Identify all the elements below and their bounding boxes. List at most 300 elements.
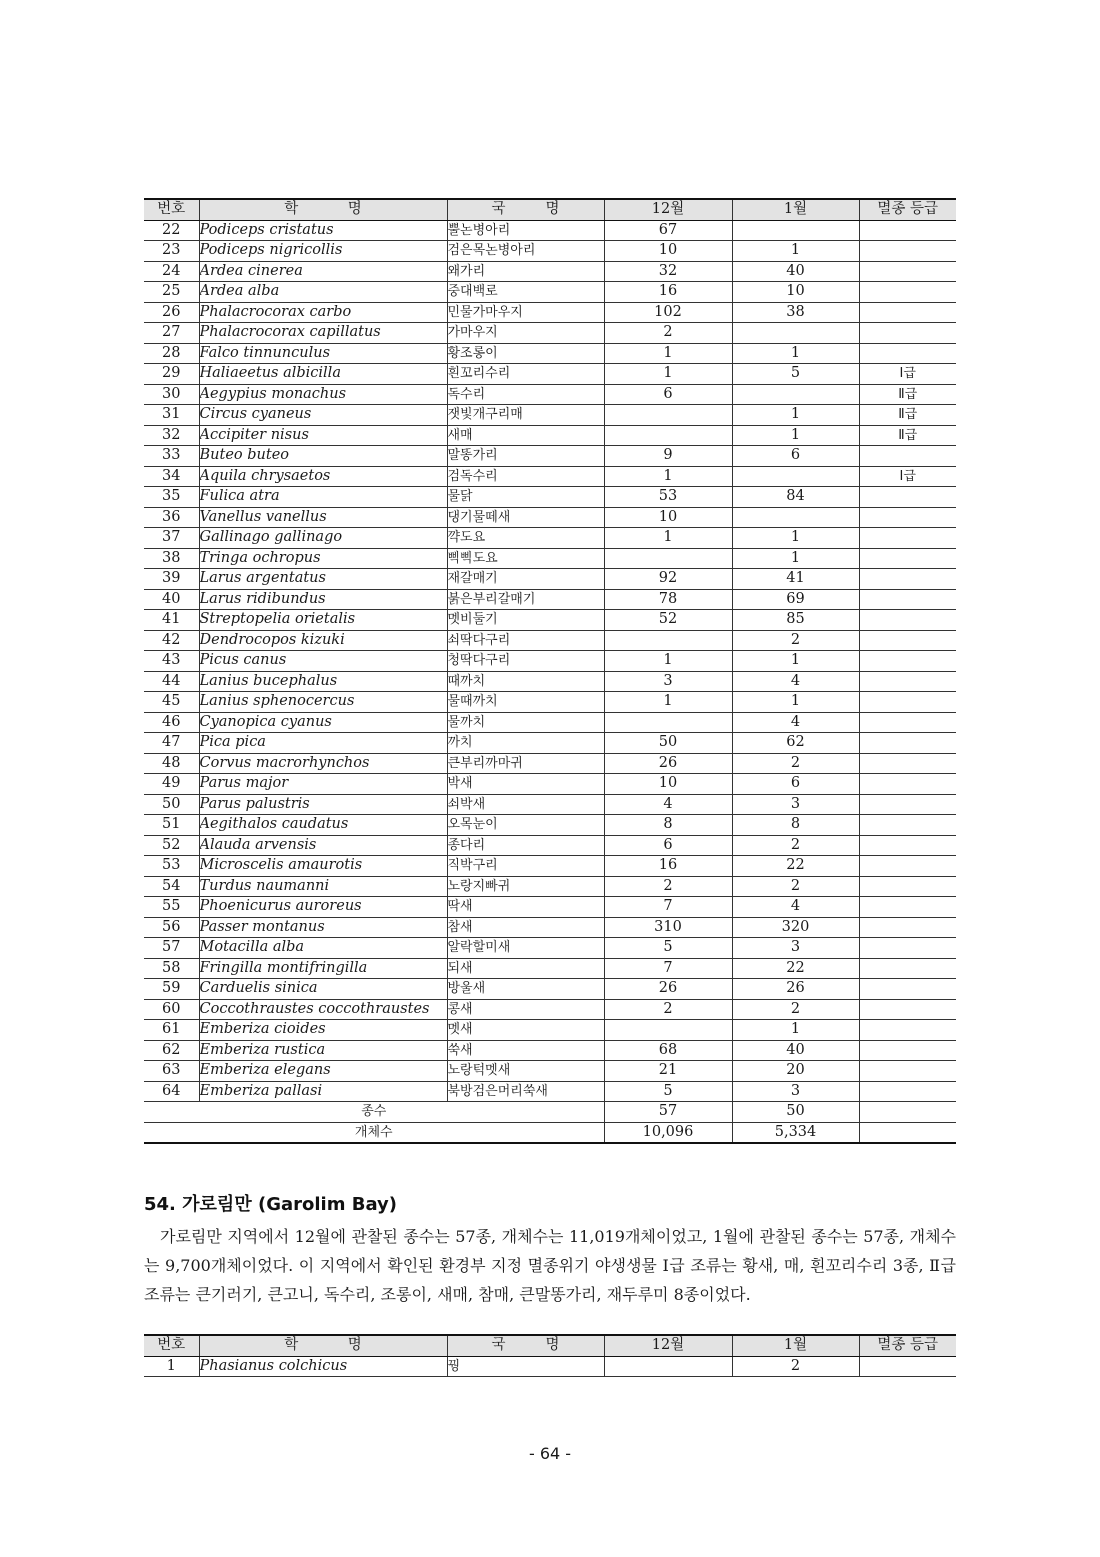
cell-scientific-name: Circus cyaneus [199, 405, 447, 426]
cell-grade: Ⅱ급 [859, 425, 956, 446]
cell-korean-name: 청딱다구리 [447, 651, 604, 672]
cell-december: 50 [604, 733, 732, 754]
cell-december: 1 [604, 364, 732, 385]
cell-scientific-name: Pica pica [199, 733, 447, 754]
cell-grade [859, 1061, 956, 1082]
header-korean-name: 국 명 [447, 199, 604, 220]
cell-december: 1 [604, 343, 732, 364]
cell-no: 61 [144, 1020, 199, 1041]
header-december: 12월 [604, 199, 732, 220]
cell-december: 2 [604, 876, 732, 897]
cell-scientific-name: Emberiza cioides [199, 1020, 447, 1041]
header-no: 번호 [144, 199, 199, 220]
cell-december [604, 630, 732, 651]
cell-january: 3 [732, 1081, 859, 1102]
cell-grade [859, 753, 956, 774]
cell-no: 29 [144, 364, 199, 385]
cell-korean-name: 종다리 [447, 835, 604, 856]
table-row [144, 241, 956, 262]
cell-january: 41 [732, 569, 859, 590]
cell-grade [859, 589, 956, 610]
cell-scientific-name: Falco tinnunculus [199, 343, 447, 364]
cell-december: 26 [604, 753, 732, 774]
cell-december: 9 [604, 446, 732, 467]
cell-january: 1 [732, 343, 859, 364]
header-january: 1월 [732, 199, 859, 220]
cell-scientific-name: Buteo buteo [199, 446, 447, 467]
cell-january [732, 384, 859, 405]
cell-january: 2 [732, 753, 859, 774]
cell-grade: Ⅰ급 [859, 364, 956, 385]
cell-january: 38 [732, 302, 859, 323]
cell-no: 41 [144, 610, 199, 631]
cell-scientific-name: Accipiter nisus [199, 425, 447, 446]
cell-december: 21 [604, 1061, 732, 1082]
cell-grade [859, 815, 956, 836]
cell-december [604, 405, 732, 426]
cell-no: 57 [144, 938, 199, 959]
cell-january: 6 [732, 774, 859, 795]
cell-december: 67 [604, 220, 732, 241]
cell-scientific-name: Streptopelia orietalis [199, 610, 447, 631]
cell-korean-name: 잿빛개구리매 [447, 405, 604, 426]
cell-scientific-name: Vanellus vanellus [199, 507, 447, 528]
cell-scientific-name: Turdus naumanni [199, 876, 447, 897]
cell-december: 10 [604, 774, 732, 795]
table-row [144, 1020, 956, 1041]
table-row [144, 548, 956, 569]
cell-scientific-name: Larus ridibundus [199, 589, 447, 610]
cell-scientific-name: Phalacrocorax capillatus [199, 323, 447, 344]
table-row [144, 569, 956, 590]
cell-grade [859, 712, 956, 733]
cell-grade [859, 897, 956, 918]
cell-january: 5 [732, 364, 859, 385]
cell-grade [859, 548, 956, 569]
header-no: 번호 [144, 1335, 199, 1356]
cell-december: 2 [604, 323, 732, 344]
cell-korean-name: 큰부리까마귀 [447, 753, 604, 774]
cell-january: 8 [732, 815, 859, 836]
cell-korean-name: 북방검은머리쑥새 [447, 1081, 604, 1102]
table-row [144, 220, 956, 241]
cell-grade [859, 1040, 956, 1061]
cell-grade [859, 323, 956, 344]
cell-january: 2 [732, 876, 859, 897]
cell-korean-name: 참새 [447, 917, 604, 938]
cell-january: 2 [732, 630, 859, 651]
cell-scientific-name: Lanius sphenocercus [199, 692, 447, 713]
table-row [144, 630, 956, 651]
cell-december: 1 [604, 528, 732, 549]
cell-january: 22 [732, 958, 859, 979]
total-january-species: 50 [732, 1102, 859, 1123]
total-row-species [144, 1102, 956, 1123]
species-table-2 [144, 1334, 956, 1377]
cell-grade [859, 671, 956, 692]
species-table [144, 198, 956, 1144]
cell-january: 3 [732, 794, 859, 815]
table-row [144, 692, 956, 713]
cell-grade [859, 651, 956, 672]
cell-scientific-name: Microscelis amaurotis [199, 856, 447, 877]
cell-scientific-name: Aquila chrysaetos [199, 466, 447, 487]
cell-korean-name: 붉은부리갈매기 [447, 589, 604, 610]
table-row [144, 384, 956, 405]
cell-grade [859, 999, 956, 1020]
cell-december: 10 [604, 241, 732, 262]
cell-korean-name: 꺅도요 [447, 528, 604, 549]
cell-december: 10 [604, 507, 732, 528]
cell-no: 35 [144, 487, 199, 508]
cell-december [604, 1020, 732, 1041]
header-korean-name: 국 명 [447, 1335, 604, 1356]
cell-december: 1 [604, 466, 732, 487]
table-row [144, 302, 956, 323]
cell-no: 38 [144, 548, 199, 569]
cell-korean-name: 중대백로 [447, 282, 604, 303]
table-row [144, 364, 956, 385]
cell-korean-name: 멧비둘기 [447, 610, 604, 631]
table-row [144, 815, 956, 836]
cell-january: 2 [732, 999, 859, 1020]
cell-grade: Ⅱ급 [859, 384, 956, 405]
cell-scientific-name: Passer montanus [199, 917, 447, 938]
cell-december: 52 [604, 610, 732, 631]
table-row [144, 979, 956, 1000]
table-row [144, 282, 956, 303]
cell-korean-name: 왜가리 [447, 261, 604, 282]
cell-korean-name: 되새 [447, 958, 604, 979]
cell-scientific-name: Phalacrocorax carbo [199, 302, 447, 323]
header-december: 12월 [604, 1335, 732, 1356]
cell-no: 54 [144, 876, 199, 897]
cell-grade [859, 692, 956, 713]
cell-korean-name: 물때까치 [447, 692, 604, 713]
cell-january [732, 466, 859, 487]
cell-no: 43 [144, 651, 199, 672]
table-row [144, 425, 956, 446]
cell-no: 22 [144, 220, 199, 241]
cell-korean-name: 알락할미새 [447, 938, 604, 959]
cell-grade [859, 343, 956, 364]
cell-scientific-name: Motacilla alba [199, 938, 447, 959]
cell-december: 6 [604, 835, 732, 856]
cell-january: 1 [732, 692, 859, 713]
cell-december: 32 [604, 261, 732, 282]
cell-january: 1 [732, 548, 859, 569]
cell-scientific-name: Emberiza pallasi [199, 1081, 447, 1102]
cell-january: 10 [732, 282, 859, 303]
cell-no: 60 [144, 999, 199, 1020]
cell-korean-name: 박새 [447, 774, 604, 795]
cell-no: 53 [144, 856, 199, 877]
cell-december: 5 [604, 938, 732, 959]
cell-no: 25 [144, 282, 199, 303]
cell-january [732, 323, 859, 344]
cell-january: 320 [732, 917, 859, 938]
cell-korean-name: 새매 [447, 425, 604, 446]
cell-scientific-name: Phasianus colchicus [199, 1356, 447, 1377]
total-grade-species [859, 1102, 956, 1123]
cell-no: 45 [144, 692, 199, 713]
cell-december [604, 712, 732, 733]
table-row [144, 733, 956, 754]
cell-grade [859, 733, 956, 754]
cell-korean-name: 콩새 [447, 999, 604, 1020]
table-row [144, 261, 956, 282]
cell-no: 56 [144, 917, 199, 938]
cell-korean-name: 댕기물떼새 [447, 507, 604, 528]
cell-december [604, 425, 732, 446]
cell-korean-name: 말똥가리 [447, 446, 604, 467]
table-row [144, 712, 956, 733]
cell-december: 92 [604, 569, 732, 590]
cell-december [604, 1356, 732, 1377]
total-label-species: 종수 [144, 1102, 604, 1123]
cell-korean-name: 딱새 [447, 897, 604, 918]
cell-scientific-name: Emberiza elegans [199, 1061, 447, 1082]
cell-grade [859, 241, 956, 262]
cell-scientific-name: Cyanopica cyanus [199, 712, 447, 733]
cell-grade [859, 856, 956, 877]
cell-january: 1 [732, 425, 859, 446]
cell-grade [859, 630, 956, 651]
cell-no: 39 [144, 569, 199, 590]
cell-january: 1 [732, 405, 859, 426]
table-row [144, 794, 956, 815]
section-title: 54. 가로림만 (Garolim Bay) [144, 1194, 397, 1215]
cell-no: 1 [144, 1356, 199, 1377]
cell-korean-name: 노랑턱멧새 [447, 1061, 604, 1082]
cell-january: 69 [732, 589, 859, 610]
table-row [144, 610, 956, 631]
cell-no: 64 [144, 1081, 199, 1102]
cell-no: 58 [144, 958, 199, 979]
cell-korean-name: 멧새 [447, 1020, 604, 1041]
total-january-count: 5,334 [732, 1122, 859, 1143]
cell-no: 34 [144, 466, 199, 487]
cell-grade [859, 917, 956, 938]
cell-grade [859, 220, 956, 241]
cell-scientific-name: Emberiza rustica [199, 1040, 447, 1061]
cell-december: 4 [604, 794, 732, 815]
cell-january: 1 [732, 241, 859, 262]
cell-january: 6 [732, 446, 859, 467]
header-grade: 멸종 등급 [859, 199, 956, 220]
cell-no: 42 [144, 630, 199, 651]
cell-january: 26 [732, 979, 859, 1000]
cell-january: 4 [732, 712, 859, 733]
cell-no: 46 [144, 712, 199, 733]
total-grade-count [859, 1122, 956, 1143]
cell-no: 44 [144, 671, 199, 692]
cell-scientific-name: Dendrocopos kizuki [199, 630, 447, 651]
cell-january: 85 [732, 610, 859, 631]
cell-grade [859, 446, 956, 467]
cell-scientific-name: Carduelis sinica [199, 979, 447, 1000]
table-row [144, 323, 956, 344]
cell-january: 40 [732, 1040, 859, 1061]
cell-no: 23 [144, 241, 199, 262]
header-scientific-name: 학 명 [199, 199, 447, 220]
table-row [144, 917, 956, 938]
cell-january: 4 [732, 671, 859, 692]
table-row [144, 343, 956, 364]
cell-no: 49 [144, 774, 199, 795]
cell-korean-name: 방울새 [447, 979, 604, 1000]
table-row [144, 651, 956, 672]
cell-grade [859, 774, 956, 795]
cell-korean-name: 삑삑도요 [447, 548, 604, 569]
table-row [144, 856, 956, 877]
cell-korean-name: 직박구리 [447, 856, 604, 877]
cell-grade [859, 1020, 956, 1041]
cell-january: 62 [732, 733, 859, 754]
table-row [144, 528, 956, 549]
cell-korean-name: 쑥새 [447, 1040, 604, 1061]
cell-grade [859, 794, 956, 815]
table-header-row [144, 1335, 956, 1356]
cell-december: 3 [604, 671, 732, 692]
cell-december [604, 548, 732, 569]
cell-no: 37 [144, 528, 199, 549]
cell-scientific-name: Phoenicurus auroreus [199, 897, 447, 918]
table-row [144, 405, 956, 426]
cell-korean-name: 물닭 [447, 487, 604, 508]
table-row [144, 1040, 956, 1061]
header-scientific-name: 학 명 [199, 1335, 447, 1356]
cell-korean-name: 물까치 [447, 712, 604, 733]
cell-january: 1 [732, 1020, 859, 1041]
table-row [144, 671, 956, 692]
cell-korean-name: 쇠딱다구리 [447, 630, 604, 651]
cell-scientific-name: Parus palustris [199, 794, 447, 815]
cell-december: 26 [604, 979, 732, 1000]
cell-no: 62 [144, 1040, 199, 1061]
cell-january: 4 [732, 897, 859, 918]
cell-scientific-name: Fulica atra [199, 487, 447, 508]
table-row [144, 446, 956, 467]
cell-scientific-name: Parus major [199, 774, 447, 795]
table-row [144, 1356, 956, 1377]
table-row [144, 876, 956, 897]
cell-korean-name: 때까치 [447, 671, 604, 692]
cell-december: 68 [604, 1040, 732, 1061]
cell-scientific-name: Aegypius monachus [199, 384, 447, 405]
total-december-count: 10,096 [604, 1122, 732, 1143]
cell-grade [859, 610, 956, 631]
cell-scientific-name: Lanius bucephalus [199, 671, 447, 692]
cell-scientific-name: Coccothraustes coccothraustes [199, 999, 447, 1020]
cell-january: 84 [732, 487, 859, 508]
cell-december: 7 [604, 958, 732, 979]
cell-no: 30 [144, 384, 199, 405]
table-row [144, 1061, 956, 1082]
table-row [144, 999, 956, 1020]
cell-december: 16 [604, 856, 732, 877]
table-row [144, 487, 956, 508]
cell-no: 36 [144, 507, 199, 528]
cell-december: 78 [604, 589, 732, 610]
cell-december: 6 [604, 384, 732, 405]
section-paragraph: 가로림만 지역에서 12월에 관찰된 종수는 57종, 개체수는 11,019개체이었고, 1월에 관찰된 종수는 57종, 개체수는 9,700개체이었다. 이 지역에서 확인된 환경부 지정 멸종위기 야생생물 Ⅰ급 조류는 황새, 매, 흰꼬리수리 3종, Ⅱ급 조류는 큰기러기, 큰고니, 독수리, 조롱이, 새매, 참매, 큰말똥가리, 재두루미 8종이었다. [144, 1227, 956, 1304]
cell-korean-name: 독수리 [447, 384, 604, 405]
cell-no: 28 [144, 343, 199, 364]
cell-korean-name: 오목눈이 [447, 815, 604, 836]
cell-december: 16 [604, 282, 732, 303]
cell-december: 8 [604, 815, 732, 836]
cell-grade [859, 1081, 956, 1102]
table-row [144, 938, 956, 959]
page-number: - 64 - [528, 1444, 572, 1463]
cell-scientific-name: Tringa ochropus [199, 548, 447, 569]
cell-grade [859, 876, 956, 897]
cell-no: 63 [144, 1061, 199, 1082]
cell-no: 50 [144, 794, 199, 815]
cell-january: 22 [732, 856, 859, 877]
cell-korean-name: 뿔논병아리 [447, 220, 604, 241]
cell-scientific-name: Ardea cinerea [199, 261, 447, 282]
cell-grade [859, 528, 956, 549]
cell-no: 26 [144, 302, 199, 323]
header-january: 1월 [732, 1335, 859, 1356]
cell-korean-name: 까치 [447, 733, 604, 754]
cell-december: 310 [604, 917, 732, 938]
cell-scientific-name: Larus argentatus [199, 569, 447, 590]
cell-january: 2 [732, 835, 859, 856]
cell-korean-name: 꿩 [447, 1356, 604, 1377]
table-row [144, 507, 956, 528]
cell-no: 32 [144, 425, 199, 446]
cell-december: 5 [604, 1081, 732, 1102]
cell-grade [859, 507, 956, 528]
cell-no: 55 [144, 897, 199, 918]
cell-grade [859, 958, 956, 979]
cell-grade [859, 569, 956, 590]
cell-korean-name: 가마우지 [447, 323, 604, 344]
cell-january: 1 [732, 528, 859, 549]
cell-december: 7 [604, 897, 732, 918]
table-row [144, 589, 956, 610]
cell-grade [859, 979, 956, 1000]
cell-january [732, 220, 859, 241]
cell-scientific-name: Podiceps cristatus [199, 220, 447, 241]
table-row [144, 774, 956, 795]
cell-korean-name: 흰꼬리수리 [447, 364, 604, 385]
cell-grade [859, 938, 956, 959]
cell-grade [859, 487, 956, 508]
cell-january: 2 [732, 1356, 859, 1377]
cell-grade [859, 261, 956, 282]
cell-no: 33 [144, 446, 199, 467]
cell-january [732, 507, 859, 528]
table-row [144, 1081, 956, 1102]
cell-korean-name: 검독수리 [447, 466, 604, 487]
table-row [144, 958, 956, 979]
cell-scientific-name: Ardea alba [199, 282, 447, 303]
cell-scientific-name: Aegithalos caudatus [199, 815, 447, 836]
cell-korean-name: 재갈매기 [447, 569, 604, 590]
cell-scientific-name: Alauda arvensis [199, 835, 447, 856]
cell-december: 53 [604, 487, 732, 508]
table-header-row [144, 199, 956, 220]
cell-scientific-name: Podiceps nigricollis [199, 241, 447, 262]
cell-scientific-name: Corvus macrorhynchos [199, 753, 447, 774]
cell-january: 20 [732, 1061, 859, 1082]
cell-scientific-name: Gallinago gallinago [199, 528, 447, 549]
cell-december: 1 [604, 692, 732, 713]
